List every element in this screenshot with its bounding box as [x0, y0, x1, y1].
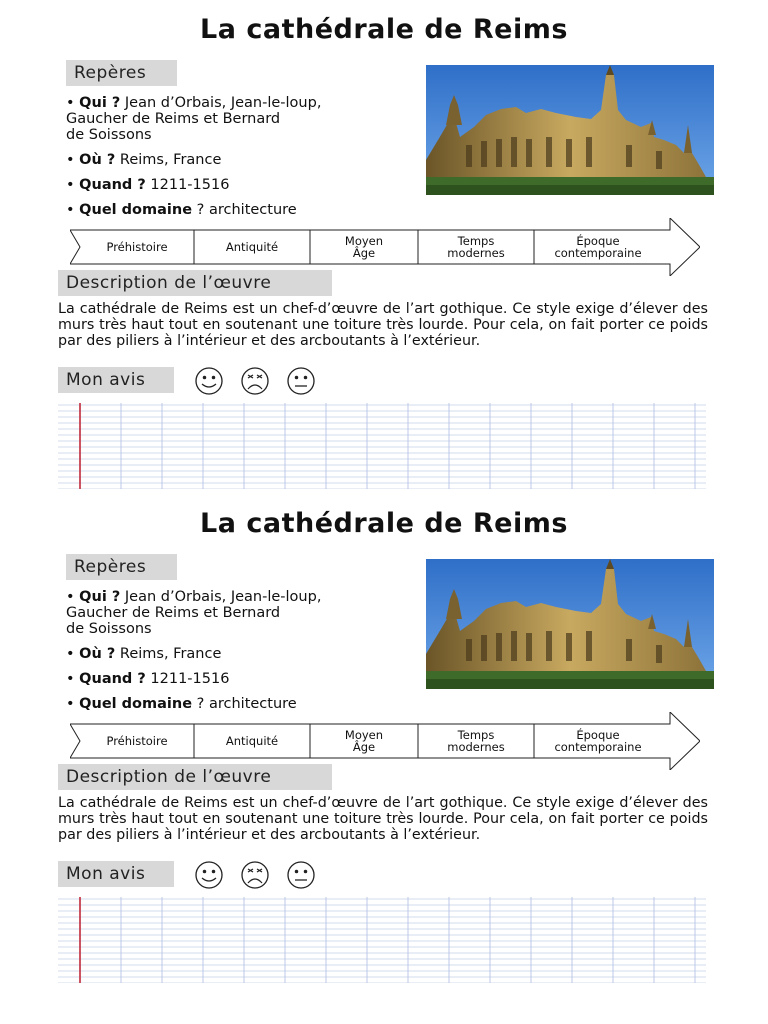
domaine-label: Quel domaine: [79, 696, 193, 712]
quand-label: Quand ?: [79, 671, 146, 687]
timeline-temps: Temps: [457, 728, 495, 742]
info-quand: • Quand ? 1211-1516: [66, 671, 230, 687]
timeline-moyen: Moyen: [344, 234, 384, 248]
rating-smileys: [192, 366, 322, 396]
ou-value: Reims, France: [119, 152, 222, 168]
reperes-info: [66, 95, 416, 227]
neutral-face-icon[interactable]: [288, 368, 314, 394]
timeline-temps-modernes: [418, 729, 534, 753]
qui-label: Qui ?: [79, 95, 121, 111]
timeline-age: Âge: [352, 740, 376, 754]
timeline-antiquite: Antiquité: [225, 734, 279, 748]
qui-value-line3: de Soissons: [66, 127, 152, 143]
description-text: La cathédrale de Reims est un chef-d’œuvre de l’art gothique. Ce style exige d’élever des murs très haut tout en soutenant une toiture très lourde. Pour cela, on fait porter ce poids par des piliers à l’intérieur et des arcboutants à l’extérieur.: [58, 795, 708, 843]
reperes-info: [66, 589, 416, 721]
reperes-heading: Repères: [66, 554, 177, 580]
writing-lines[interactable]: [58, 403, 706, 489]
mon-avis-heading: Mon avis: [58, 367, 174, 393]
info-ou: • Où ? Reims, France: [66, 152, 222, 168]
happy-face-icon[interactable]: [196, 862, 222, 888]
angry-face-icon[interactable]: [242, 368, 268, 394]
domaine-label: Quel domaine: [79, 202, 193, 218]
info-qui: • Qui ? Jean d’Orbais, Jean-le-loup, Gaucher de Reims et Bernard de Soissons: [66, 95, 322, 143]
qui-value: Jean d’Orbais, Jean-le-loup,: [124, 95, 322, 111]
qui-value: Jean d’Orbais, Jean-le-loup,: [124, 589, 322, 605]
timeline-moyen-age: [310, 729, 418, 753]
info-domaine: • Quel domaine ? architecture: [66, 202, 297, 218]
qui-value-line2: Gaucher de Reims et Bernard: [66, 605, 281, 621]
rating-smileys: [192, 860, 322, 890]
timeline-epoque: Époque: [576, 728, 620, 742]
card-title: La cathédrale de Reims: [200, 508, 568, 539]
info-qui: • Qui ? Jean d’Orbais, Jean-le-loup, Gaucher de Reims et Bernard de Soissons: [66, 589, 322, 637]
happy-face-icon[interactable]: [196, 368, 222, 394]
timeline-arrow: [70, 712, 700, 770]
domaine-value: architecture: [208, 202, 297, 218]
info-ou: • Où ? Reims, France: [66, 646, 222, 662]
cathedral-photo: [426, 559, 714, 689]
info-domaine: • Quel domaine ? architecture: [66, 696, 297, 712]
ou-label: Où ?: [79, 152, 116, 168]
writing-lines[interactable]: [58, 897, 706, 983]
timeline-temps-modernes: [418, 235, 534, 259]
worksheet-card: [0, 0, 768, 494]
timeline-arrow: [70, 218, 700, 276]
quand-value: 1211-1516: [150, 671, 230, 687]
mon-avis-heading: Mon avis: [58, 861, 174, 887]
timeline-age: Âge: [352, 246, 376, 260]
description-text: La cathédrale de Reims est un chef-d’œuvre de l’art gothique. Ce style exige d’élever des murs très haut tout en soutenant une toiture très lourde. Pour cela, on fait porter ce poids par des piliers à l’intérieur et des arcboutants à l’extérieur.: [58, 301, 708, 349]
timeline-modernes: modernes: [447, 246, 505, 260]
timeline-moyen: Moyen: [344, 728, 384, 742]
angry-face-icon[interactable]: [242, 862, 268, 888]
timeline-epoque: Époque: [576, 234, 620, 248]
timeline-prehistoire: Préhistoire: [106, 734, 168, 748]
domaine-question-mark: ?: [196, 696, 205, 712]
card-title: La cathédrale de Reims: [200, 14, 568, 45]
domaine-question-mark: ?: [196, 202, 205, 218]
description-heading: Description de l’œuvre: [58, 270, 332, 296]
timeline-prehistoire: Préhistoire: [106, 240, 168, 254]
timeline-epoque-contemporaine: [534, 235, 662, 259]
description-heading: Description de l’œuvre: [58, 764, 332, 790]
ou-label: Où ?: [79, 646, 116, 662]
timeline-modernes: modernes: [447, 740, 505, 754]
qui-value-line2: Gaucher de Reims et Bernard: [66, 111, 281, 127]
timeline-temps: Temps: [457, 234, 495, 248]
qui-value-line3: de Soissons: [66, 621, 152, 637]
timeline-contemporaine: contemporaine: [554, 740, 642, 754]
timeline-epoque-contemporaine: [534, 729, 662, 753]
reperes-heading: Repères: [66, 60, 177, 86]
info-quand: • Quand ? 1211-1516: [66, 177, 230, 193]
timeline-contemporaine: contemporaine: [554, 246, 642, 260]
quand-label: Quand ?: [79, 177, 146, 193]
neutral-face-icon[interactable]: [288, 862, 314, 888]
domaine-value: architecture: [208, 696, 297, 712]
qui-label: Qui ?: [79, 589, 121, 605]
timeline-moyen-age: [310, 235, 418, 259]
quand-value: 1211-1516: [150, 177, 230, 193]
worksheet-card: [0, 494, 768, 988]
timeline-antiquite: Antiquité: [225, 240, 279, 254]
cathedral-photo: [426, 65, 714, 195]
ou-value: Reims, France: [119, 646, 222, 662]
